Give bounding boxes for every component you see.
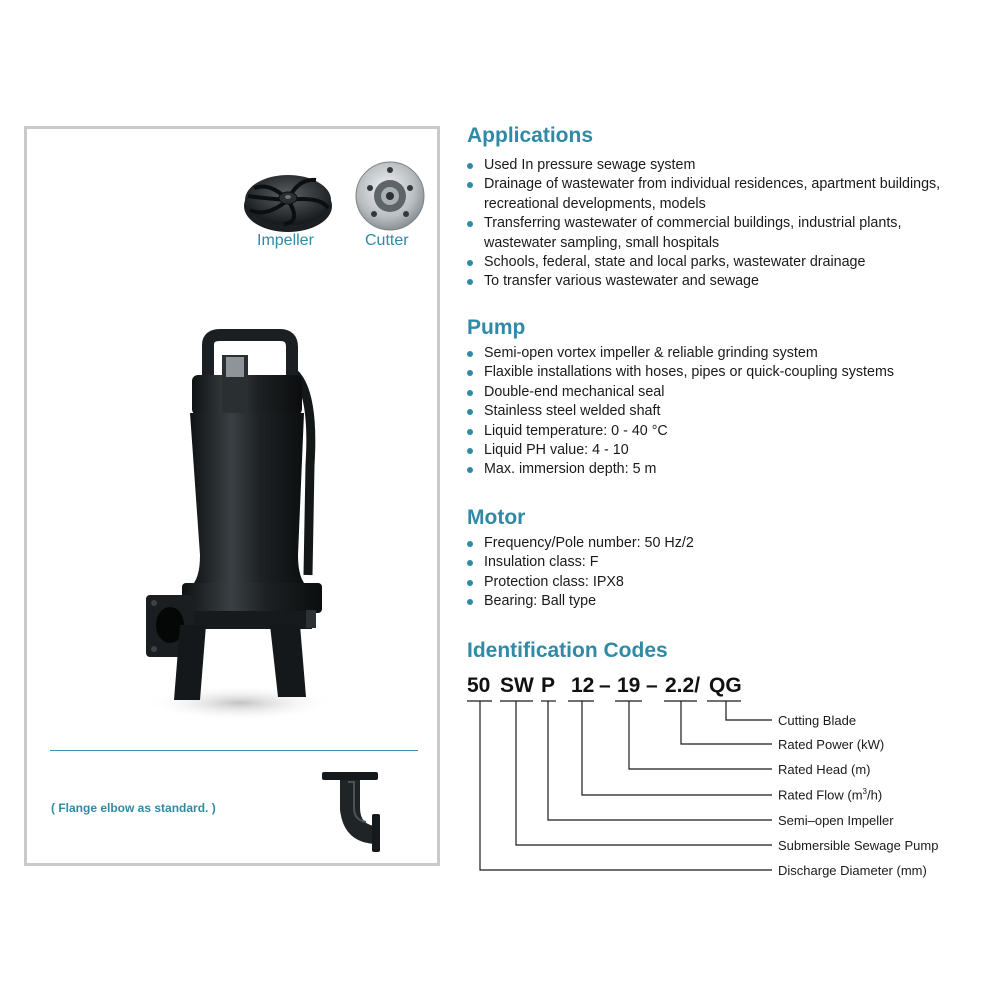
list-item: Max. immersion depth: 5 m <box>467 460 977 479</box>
cutter-label: Cutter <box>365 232 409 249</box>
rated-flow-prefix: Rated Flow (m <box>778 787 863 803</box>
list-item: Frequency/Pole number: 50 Hz/2 <box>467 534 977 553</box>
applications-title: Applications <box>467 124 594 147</box>
list-item: Transferring wastewater of commercial buildings, industrial plants, wastewater sampling, small hospitals <box>467 214 977 253</box>
code-part: P <box>541 674 556 697</box>
list-item: Schools, federal, state and local parks, wastewater drainage <box>467 253 977 272</box>
rated-flow-superscript: 3 <box>862 787 867 796</box>
code-label-cutting-blade: Cutting Blade <box>778 713 857 728</box>
list-item: Insulation class: F <box>467 553 977 572</box>
code-part: 50 <box>467 674 491 697</box>
list-item: Stainless steel welded shaft <box>467 402 977 421</box>
list-item: Bearing: Ball type <box>467 592 977 611</box>
identification-title: Identification Codes <box>467 639 668 662</box>
code-part: – <box>599 674 611 697</box>
rated-flow-suffix: /h) <box>866 787 883 803</box>
code-label-discharge: Discharge Diameter (mm) <box>778 863 927 878</box>
code-part: – <box>646 674 658 697</box>
list-item: Used In pressure sewage system <box>467 156 977 175</box>
list-item: Protection class: IPX8 <box>467 573 977 592</box>
code-part: 2.2/ <box>665 674 701 697</box>
motor-title: Motor <box>467 506 526 529</box>
list-item: Liquid PH value: 4 - 10 <box>467 441 977 460</box>
impeller-label: Impeller <box>257 232 314 249</box>
code-label-rated-power: Rated Power (kW) <box>778 737 885 752</box>
code-part: QG <box>709 674 742 697</box>
list-item: Double-end mechanical seal <box>467 383 977 402</box>
code-label-rated-flow <box>778 787 882 802</box>
pump-title: Pump <box>467 316 526 339</box>
list-item: Liquid temperature: 0 - 40 °C <box>467 422 977 441</box>
flange-note: ( Flange elbow as standard. ) <box>51 801 216 815</box>
code-part: 19 <box>617 674 641 697</box>
code-part: 12 <box>571 674 595 697</box>
list-item: Semi-open vortex impeller & reliable grinding system <box>467 344 977 363</box>
code-label-rated-head: Rated Head (m) <box>778 762 871 777</box>
list-item: Flaxible installations with hoses, pipes or quick-coupling systems <box>467 363 977 382</box>
code-part: SW <box>500 674 534 697</box>
code-label-submersible: Submersible Sewage Pump <box>778 838 939 853</box>
list-item: To transfer various wastewater and sewage <box>467 272 977 291</box>
list-item: Drainage of wastewater from individual residences, apartment buildings, recreational developments, models <box>467 175 977 214</box>
code-label-semi-open: Semi–open Impeller <box>778 813 894 828</box>
